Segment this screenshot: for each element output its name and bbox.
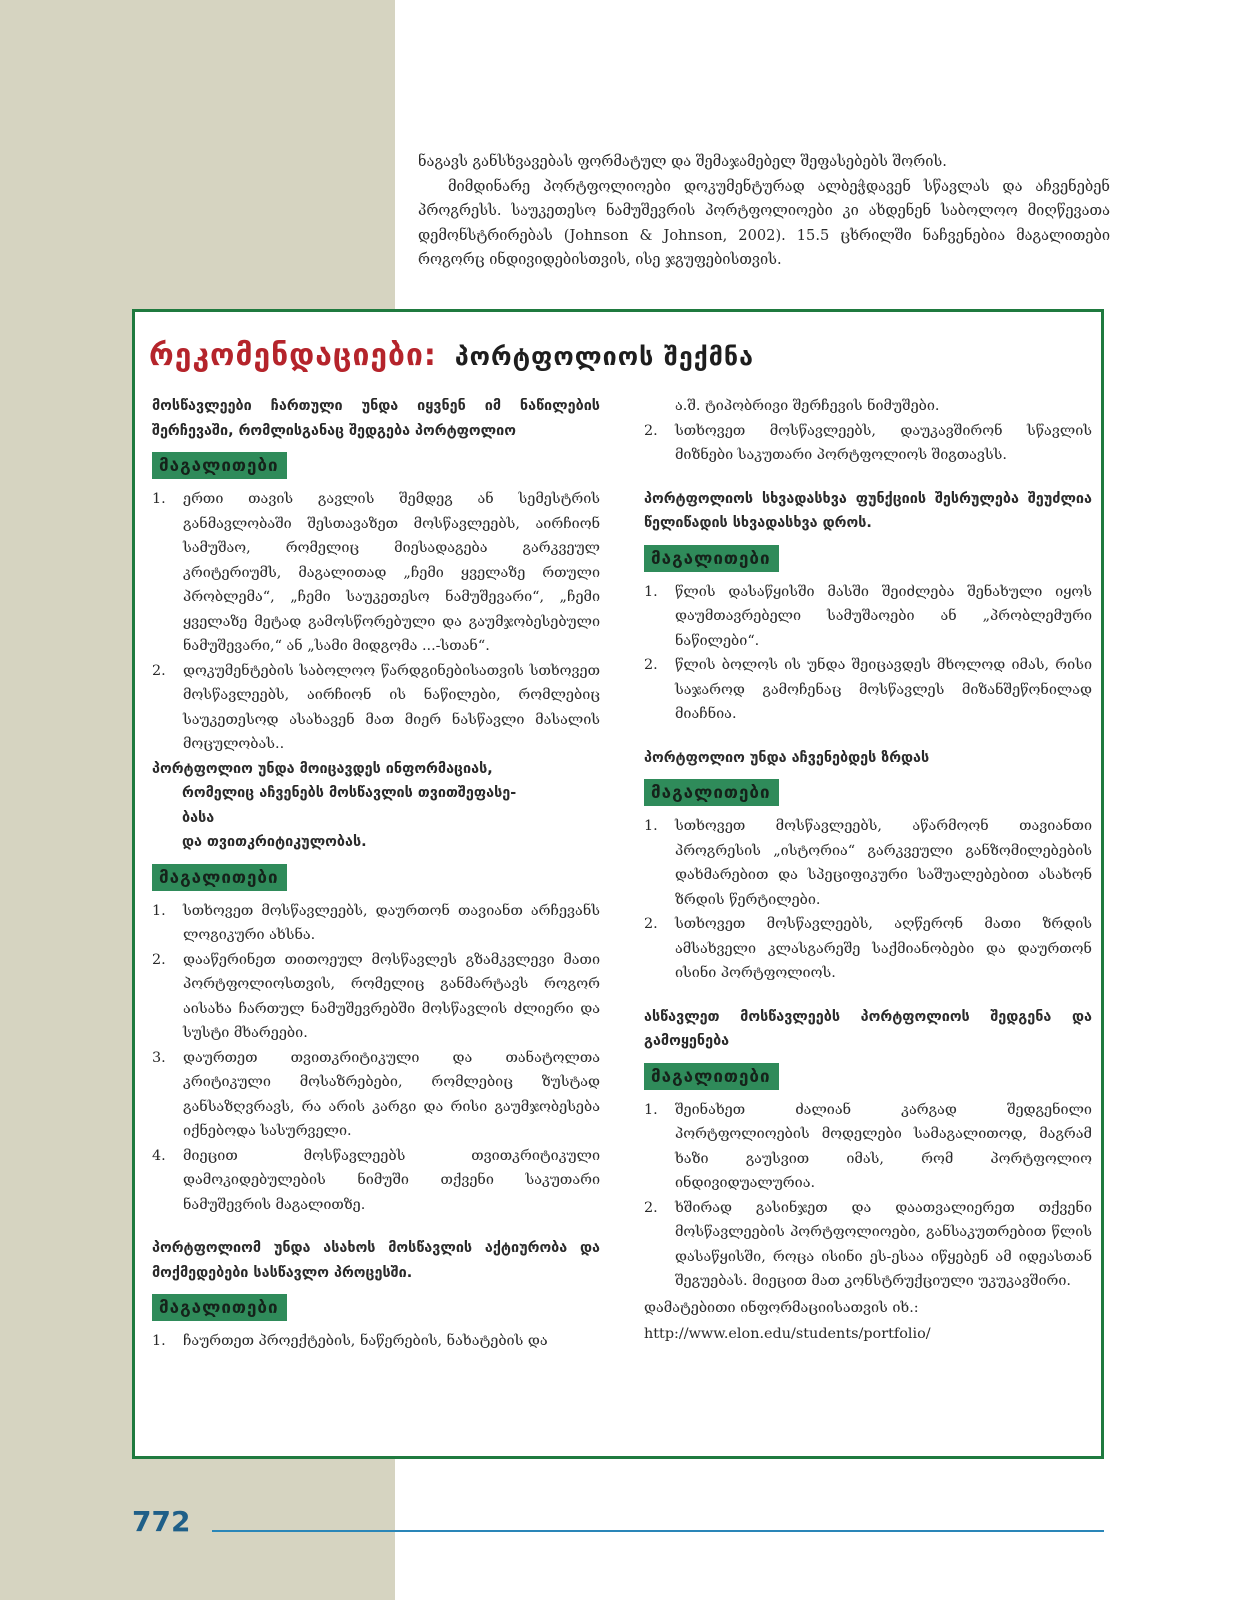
examples-label: მაგალითები	[152, 864, 287, 891]
list-item: 3. დაურთეთ თვითკრიტიკული და თანატოლთა კრიტიკული მოსაზრებები, რომლებიც ზუსტად განსაზღვრავს, რა არის კარგი და რისი გაუმჯობესება იქნებოდა სასურველი.	[152, 1049, 600, 1139]
intro-paragraph-2: მიმდინარე პორტფოლიოები დოკუმენტურად ალბეჭდავენ სწავლას და აჩვენებენ პროგრესს. საუკეთესო ნამუშევრის პორტფოლიოები კი ახდენენ საბოლოო მიღწევათა დემონსტრირებას (Johnson & Johnson, 2002). 15.5 ცხრილში ნაჩვენებია მაგალითები როგორც ინდივიდებისთვის, ისე ჯგუფებისთვის.	[418, 177, 1110, 268]
list-item: 1. ერთი თავის გავლის შემდეგ ან სემესტრის განმავლობაში შესთავაზეთ მოსწავლეებს, აირჩიონ სამუშაო, რომელიც მიესადაგება გარკვეულ კრიტერიუმს, მაგალითად „ჩემი ყველაზე რთული პრობლემა“, „ჩემი საუკეთესო ნამუშევარი“, „ჩემი ყველაზე მეტად გამოსწორებული და გაუმჯობესებული ნამუშევარი,“ ან „სამი მიდგომა ...-სთან“.	[152, 491, 600, 654]
section-heading: ასწავლეთ მოსწავლეებს პორტფოლიოს შედგენა და გამოყენება	[644, 1008, 1092, 1049]
examples-label: მაგალითები	[152, 1294, 287, 1321]
footer-rule	[212, 1530, 1104, 1532]
section-heading: მოსწავლეები ჩართული უნდა იყვნენ იმ ნაწილების შერჩევაში, რომლისგანაც შედგება პორტფოლიო	[152, 398, 600, 439]
examples-label: მაგალითები	[152, 452, 287, 479]
examples-label: მაგალითები	[644, 1063, 779, 1090]
examples-list	[644, 1098, 1092, 1294]
list-item: 2. სთხოვეთ მოსწავლეებს, აღწერონ მათი ზრდის ამსახველი კლასგარეშე საქმიანობები და დაურთონ ისინი პორტფოლიოს.	[644, 916, 1092, 981]
examples-label: მაგალითები	[644, 779, 779, 806]
box-title-main: რეკომენდაციები:	[149, 338, 437, 373]
examples-list	[644, 419, 1092, 468]
left-column	[152, 394, 600, 1354]
examples-list	[152, 899, 600, 1218]
intro-paragraph-1: ნაგავს განსხვავებას ფორმატულ და შემაჯამებელ შეფასებებს შორის.	[418, 153, 947, 170]
list-item: 1. სთხოვეთ მოსწავლეებს, აწარმოონ თავიანთი პროგრესის „ისტორია“ გარკვეული განზომილებების დახმარებით და სპეციფიკური საშუალებებით ასახონ ზრდის წერტილები.	[644, 818, 1092, 908]
section-heading: პორტფოლიო უნდა მოიცავდეს ინფორმაციას, რომელიც აჩვენებს მოსწავლის თვითშეფასე- ბასა და თვითკრიტიკულობას.	[152, 760, 517, 850]
examples-list	[152, 1329, 600, 1354]
recommendations-box	[132, 309, 1104, 1459]
page-number: 772	[132, 1505, 191, 1538]
section-heading: პორტფოლიო უნდა აჩვენებდეს ზრდას	[644, 749, 930, 766]
list-item: 2. ხშირად გასინჯეთ და დაათვალიერეთ თქვენი მოსწავლეების პორტფოლიოები, განსაკუთრებით წლის დასაწყისში, როცა ისინი ეს-ესაა იწყებენ ამ იდეასთან შეგუებას. მიეცით მათ კონსტრუქციული უკუკავშირი.	[644, 1199, 1092, 1289]
box-title-sub: პორტფოლიოს შექმნა	[454, 342, 754, 371]
list-item: 1. წლის დასაწყისში მასში შეიძლება შენახული იყოს დაუმთავრებელი სამუშაოები ან „პრობლემური ნაწილები“.	[644, 583, 1092, 649]
list-item: 1. სთხოვეთ მოსწავლეებს, დაურთონ თავიანთ არჩევანს ლოგიკური ახსნა.	[152, 902, 600, 943]
examples-list	[644, 580, 1092, 727]
section-heading: პორტფოლიოს სხვადასხვა ფუნქციის შესრულება შეუძლია წელიწადის სხვადასხვა დროს.	[644, 490, 1092, 531]
list-item-continuation: ა.შ. ტიპობრივი შერჩევის ნიმუშები.	[675, 398, 940, 414]
list-item: 2. დააწერინეთ თითოეულ მოსწავლეს გზამკვლევი მათი პორტფოლიოსთვის, რომელიც განმარტავს როგორ აისახა ჩართულ ნამუშევრებში მოსწავლის ძლიერი და სუსტი მხარეები.	[152, 951, 600, 1041]
list-item: 2. დოკუმენტების საბოლოო წარდგინებისათვის სთხოვეთ მოსწავლეებს, აირჩიონ ის ნაწილები, რომლებიც საუკეთესოდ ასახავენ მათ მიერ ნასწავლი მასალის მოცულობას..	[152, 662, 600, 752]
list-item: 2. სთხოვეთ მოსწავლეებს, დაუკავშირონ სწავლის მიზნები საკუთარი პორტფოლიოს შიგთავსს.	[644, 422, 1092, 463]
section-heading: პორტფოლიომ უნდა ასახოს მოსწავლის აქტიურობა და მოქმედებები სასწავლო პროცესში.	[152, 1240, 600, 1281]
intro-text	[418, 150, 1110, 273]
examples-label: მაგალითები	[644, 545, 779, 572]
right-column	[644, 394, 1092, 1347]
list-item: 2. წლის ბოლოს ის უნდა შეიცავდეს მხოლოდ იმას, რისი საჯაროდ გამოჩენაც მოსწავლეს მიზანშეწონილად მიაჩნია.	[644, 657, 1092, 722]
examples-list	[152, 487, 600, 757]
list-item: 4. მიეცით მოსწავლეებს თვითკრიტიკული დამოკიდებულების ნიმუში თქვენი საკუთარი ნამუშევრის მაგალითზე.	[152, 1147, 600, 1213]
box-title	[149, 338, 754, 373]
list-item: 1. შეინახეთ ძალიან კარგად შედგენილი პორტფოლიოების მოდელები სამაგალითოდ, მაგრამ ხაზი გაუსვით იმას, რომ პორტფოლიო ინდივიდუალურია.	[644, 1101, 1092, 1191]
list-item: 1. ჩაურთეთ პროექტების, ნაწერების, ნახატების და	[152, 1333, 548, 1349]
more-info-url: http://www.elon.edu/students/portfolio/	[644, 1326, 931, 1342]
examples-list	[644, 814, 1092, 986]
more-info-label: დამატებითი ინფორმაციისათვის იხ.:	[644, 1299, 919, 1316]
